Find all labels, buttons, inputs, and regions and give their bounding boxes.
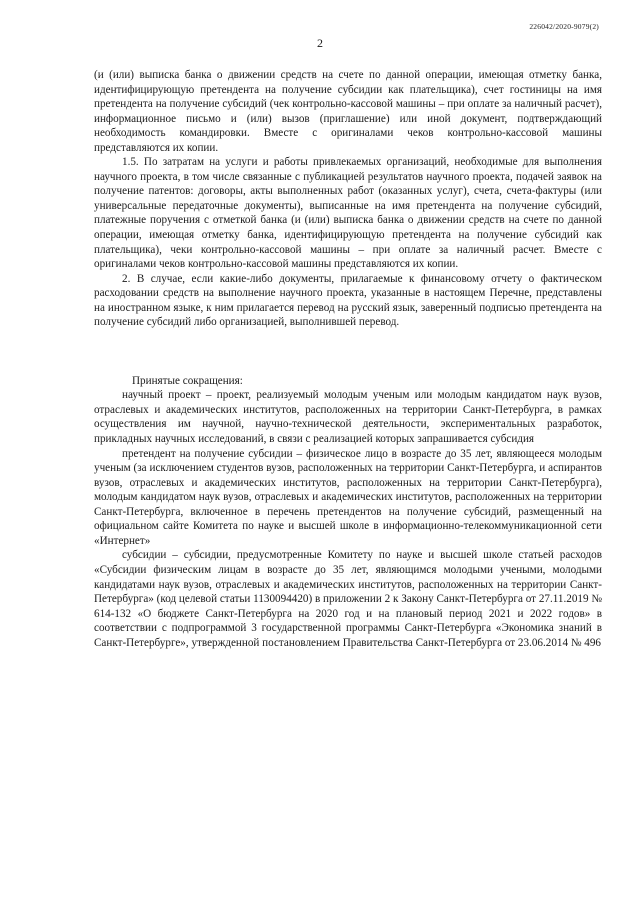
abbreviations-heading: Принятые сокращения: — [132, 374, 243, 387]
document-body — [94, 68, 602, 650]
document-number: 226042/2020-9079(2) — [529, 22, 599, 31]
paragraph-1-5: 1.5. По затратам на услуги и работы привлекаемых организаций, необходимые для выполнения научного проекта, в том числе связанные с публикацией результатов научного проекта, подачей заявок на получение патентов: договоры, акты выполненных работ (оказанных услуг), счета, счета-фактуры (или универсальные передаточные документы), выписанные на имя претендента на получение субсидий, платежные поручения с отметкой банка (и (или) выписка банка о движении средств на счете по данной операции, имеющая отметку банка, идентифицирующую претендента на получение субсидий как плательщика), чеки контрольно-кассовой машины – при оплате за наличный расчет. Вместе с оригиналами чеков контрольно-кассовой машины представляются их копии. — [94, 156, 602, 271]
page-number: 2 — [317, 36, 323, 50]
paragraph-continuation: (и (или) выписка банка о движении средств на счете по данной операции, имеющая отметку банка, идентифицирующую претендента на получение субсидии как плательщика), счет гостиницы на имя претендента на получение субсидий (чек контрольно-кассовой машины – при оплате за наличный расчет), информационное письмо и (или) вызов (приглашение) или иной документ, подтверждающий необходимость командировки. Вместе с оригиналами чеков контрольно-кассовой машины представляются их копии. — [94, 69, 602, 154]
paragraph-2: 2. В случае, если какие-либо документы, прилагаемые к финансовому отчету о фактическом расходовании средств на выполнение научного проекта, указанные в настоящем Перечне, представлены на иностранном языке, к ним прилагается перевод на русский язык, заверенный подписью претендента на получение субсидий либо организацией, выполнившей перевод. — [94, 272, 602, 329]
definition-subsidies: субсидии – субсидии, предусмотренные Комитету по науке и высшей школе статьей расходов «Субсидии физическим лицам в возрасте до 35 лет, являющимся молодыми учеными, молодыми кандидатами наук вузов, отраслевых и академических институтов, расположенных на территории Санкт-Петербурга» (код целевой статьи 1130094420) в приложении 2 к Закону Санкт-Петербурга от 27.11.2019 № 614-132 «О бюджете Санкт-Петербурга на 2020 год и на плановый период 2021 и 2022 годов» в соответствии с подпрограммой 3 государственной программы Санкт-Петербурга «Экономика знаний в Санкт-Петербурге», утвержденной постановлением Правительства Санкт-Петербурга от 23.06.2014 № 496 — [94, 549, 602, 649]
definition-applicant: претендент на получение субсидии – физическое лицо в возрасте до 35 лет, являющееся молодым ученым (за исключением студентов вузов, расположенных на территории Санкт-Петербурга, и аспирантов вузов, отраслевых и академических институтов, расположенных на территории Санкт-Петербурга), молодым кандидатом наук вузов, отраслевых и академических институтов, расположенных на территории Санкт-Петербурга, включенное в перечень претендентов на получение субсидий, размещенный на официальном сайте Комитета по науке и высшей школе в информационно-телекоммуникационной сети «Интернет» — [94, 447, 602, 547]
definition-scientific-project: научный проект – проект, реализуемый молодым ученым или молодым кандидатом наук вузов, отраслевых и академических институтов, расположенных на территории Санкт-Петербурга, в рамках осуществления им научной, научно-технической деятельности, экспериментальных разработок, прикладных научных исследований, в связи с реализацией которых запрашивается субсидия — [94, 389, 602, 446]
